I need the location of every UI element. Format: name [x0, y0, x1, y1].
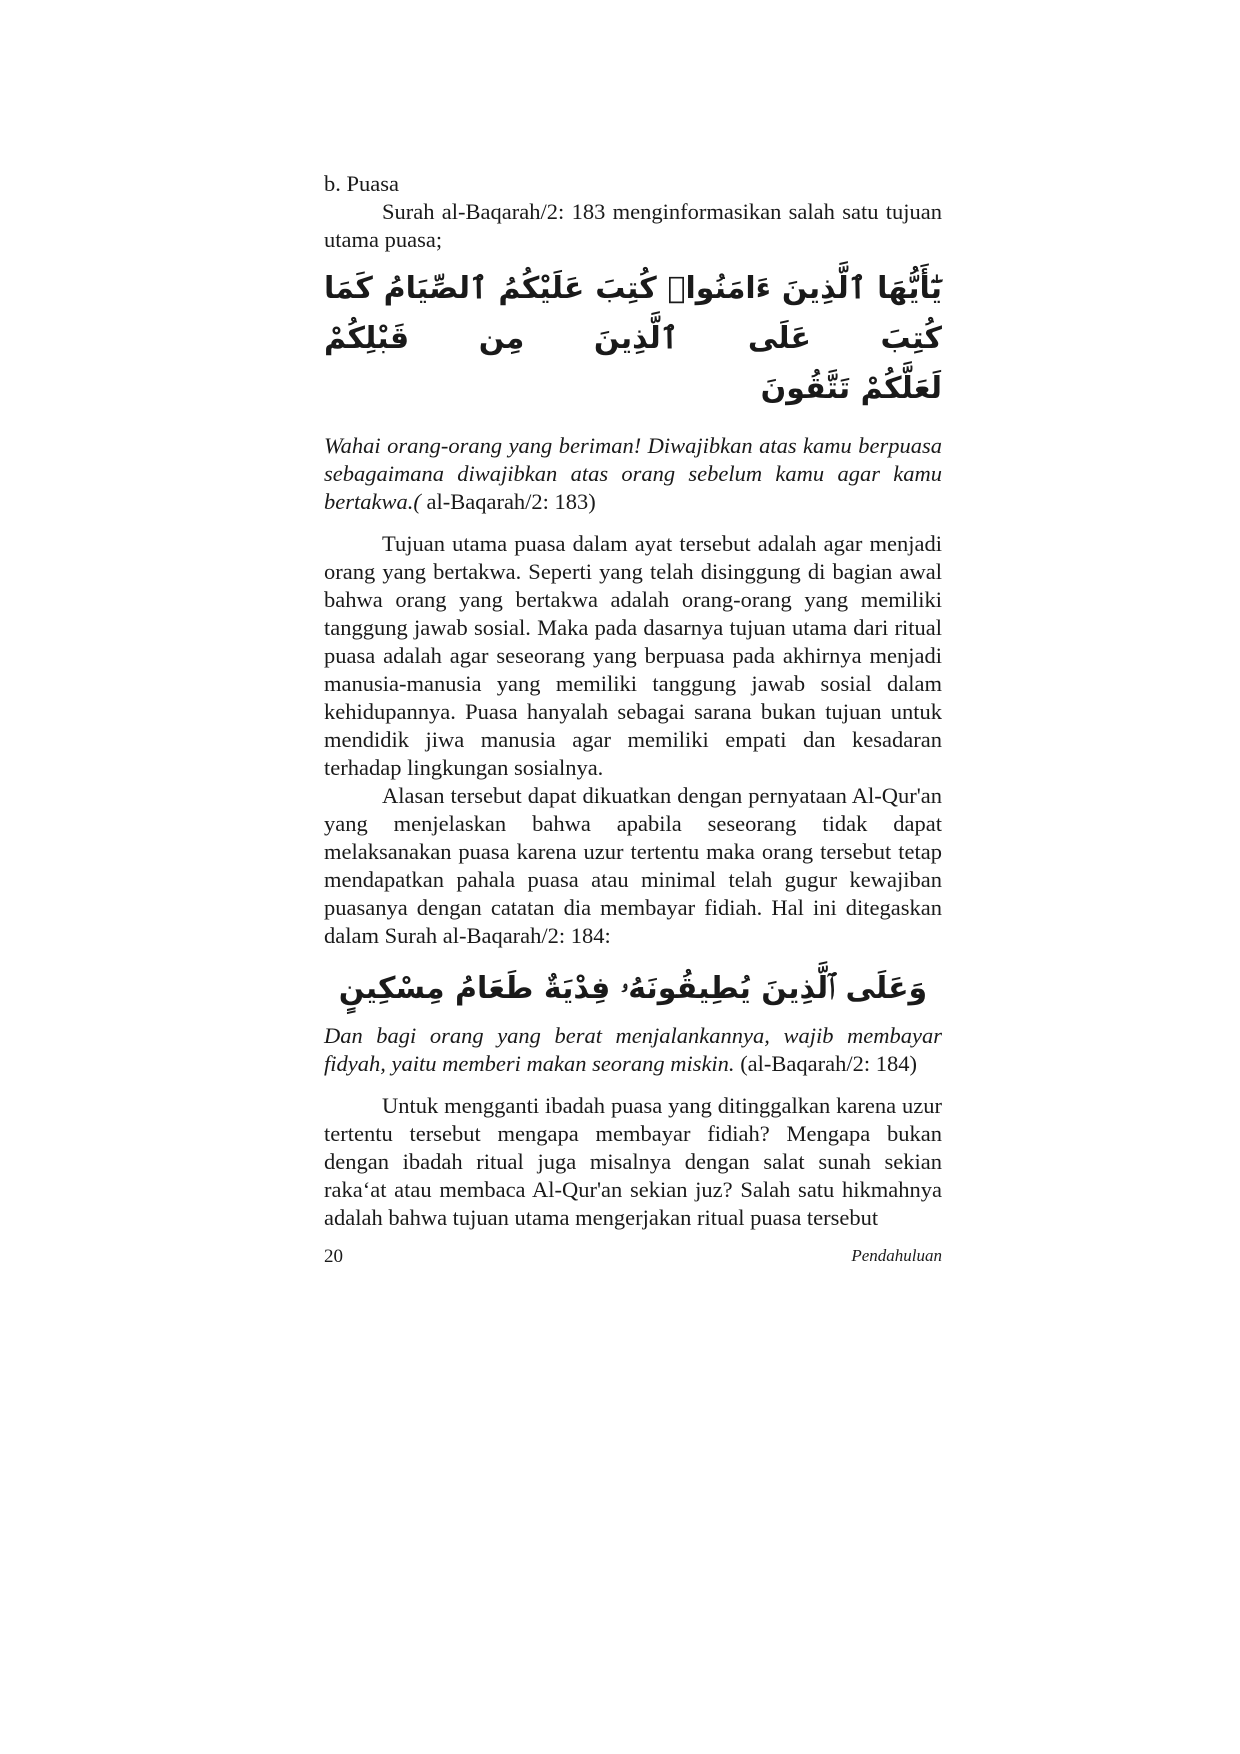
page-body	[324, 170, 942, 1232]
running-head: Pendahuluan	[851, 1246, 942, 1265]
verse-183-translation-text: Wahai orang-orang yang beriman! Diwajibkan atas kamu berpuasa sebagaimana diwajibkan atas orang sebelum kamu agar kamu bertakwa.(	[324, 433, 942, 514]
verse-183-reference: al-Baqarah/2: 183)	[426, 489, 596, 514]
intro-paragraph: Surah al-Baqarah/2: 183 menginformasikan salah satu tujuan utama puasa;	[324, 199, 942, 252]
page-footer	[324, 1246, 942, 1270]
section-heading: b. Puasa	[324, 171, 399, 196]
verse-183-arabic-line2: لَعَلَّكُمْ تَتَّقُونَ	[760, 371, 942, 406]
verse-184-translation-text: Dan bagi orang yang berat menjalankannya, wajib membayar fidyah, yaitu memberi makan seorang miskin.	[324, 1023, 942, 1076]
verse-183-translation	[324, 432, 942, 516]
verse-183-arabic	[324, 264, 942, 414]
body-paragraph-3: Untuk mengganti ibadah puasa yang ditinggalkan karena uzur tertentu tersebut mengapa membayar fidiah? Mengapa bukan dengan ibadah ritual juga misalnya dengan salat sunah sekian raka‘at atau membaca Al-Qur'an sekian juz? Salah satu hikmahnya adalah bahwa tujuan utama mengerjakan ritual puasa tersebut	[324, 1093, 942, 1230]
body-paragraph-2: Alasan tersebut dapat dikuatkan dengan pernyataan Al-Qur'an yang menjelaskan bahwa apabila seseorang tidak dapat melaksanakan puasa karena uzur tertentu maka orang tersebut tetap mendapatkan pahala puasa atau minimal telah gugur kewajiban puasanya dengan catatan dia membayar fidiah. Hal ini ditegaskan dalam Surah al-Baqarah/2: 184:	[324, 783, 942, 948]
verse-184-translation	[324, 1022, 942, 1078]
verse-184-arabic: وَعَلَى ٱلَّذِينَ يُطِيقُونَهُۥ فِدْيَةٌ طَعَامُ مِسْكِينٍ	[338, 971, 928, 1006]
verse-183-arabic-line1: يَٰٓأَيُّهَا ٱلَّذِينَ ءَامَنُوا۟ كُتِبَ عَلَيْكُمُ ٱلصِّيَامُ كَمَا كُتِبَ عَلَى ٱلَّذِينَ مِن قَبْلِكُمْ	[324, 271, 942, 356]
page-number: 20	[324, 1246, 343, 1267]
body-paragraph-1: Tujuan utama puasa dalam ayat tersebut adalah agar menjadi orang yang bertakwa. Seperti yang telah disinggung di bagian awal bahwa orang yang bertakwa adalah orang-orang yang memiliki tanggung jawab sosial. Maka pada dasarnya tujuan utama dari ritual puasa adalah agar seseorang yang berpuasa pada akhirnya menjadi manusia-manusia yang memiliki tanggung jawab sosial dalam kehidupannya. Puasa hanyalah sebagai sarana bukan tujuan untuk mendidik jiwa manusia agar memiliki empati dan kesadaran terhadap lingkungan sosialnya.	[324, 531, 942, 780]
verse-184-reference: (al-Baqarah/2: 184)	[734, 1051, 917, 1076]
